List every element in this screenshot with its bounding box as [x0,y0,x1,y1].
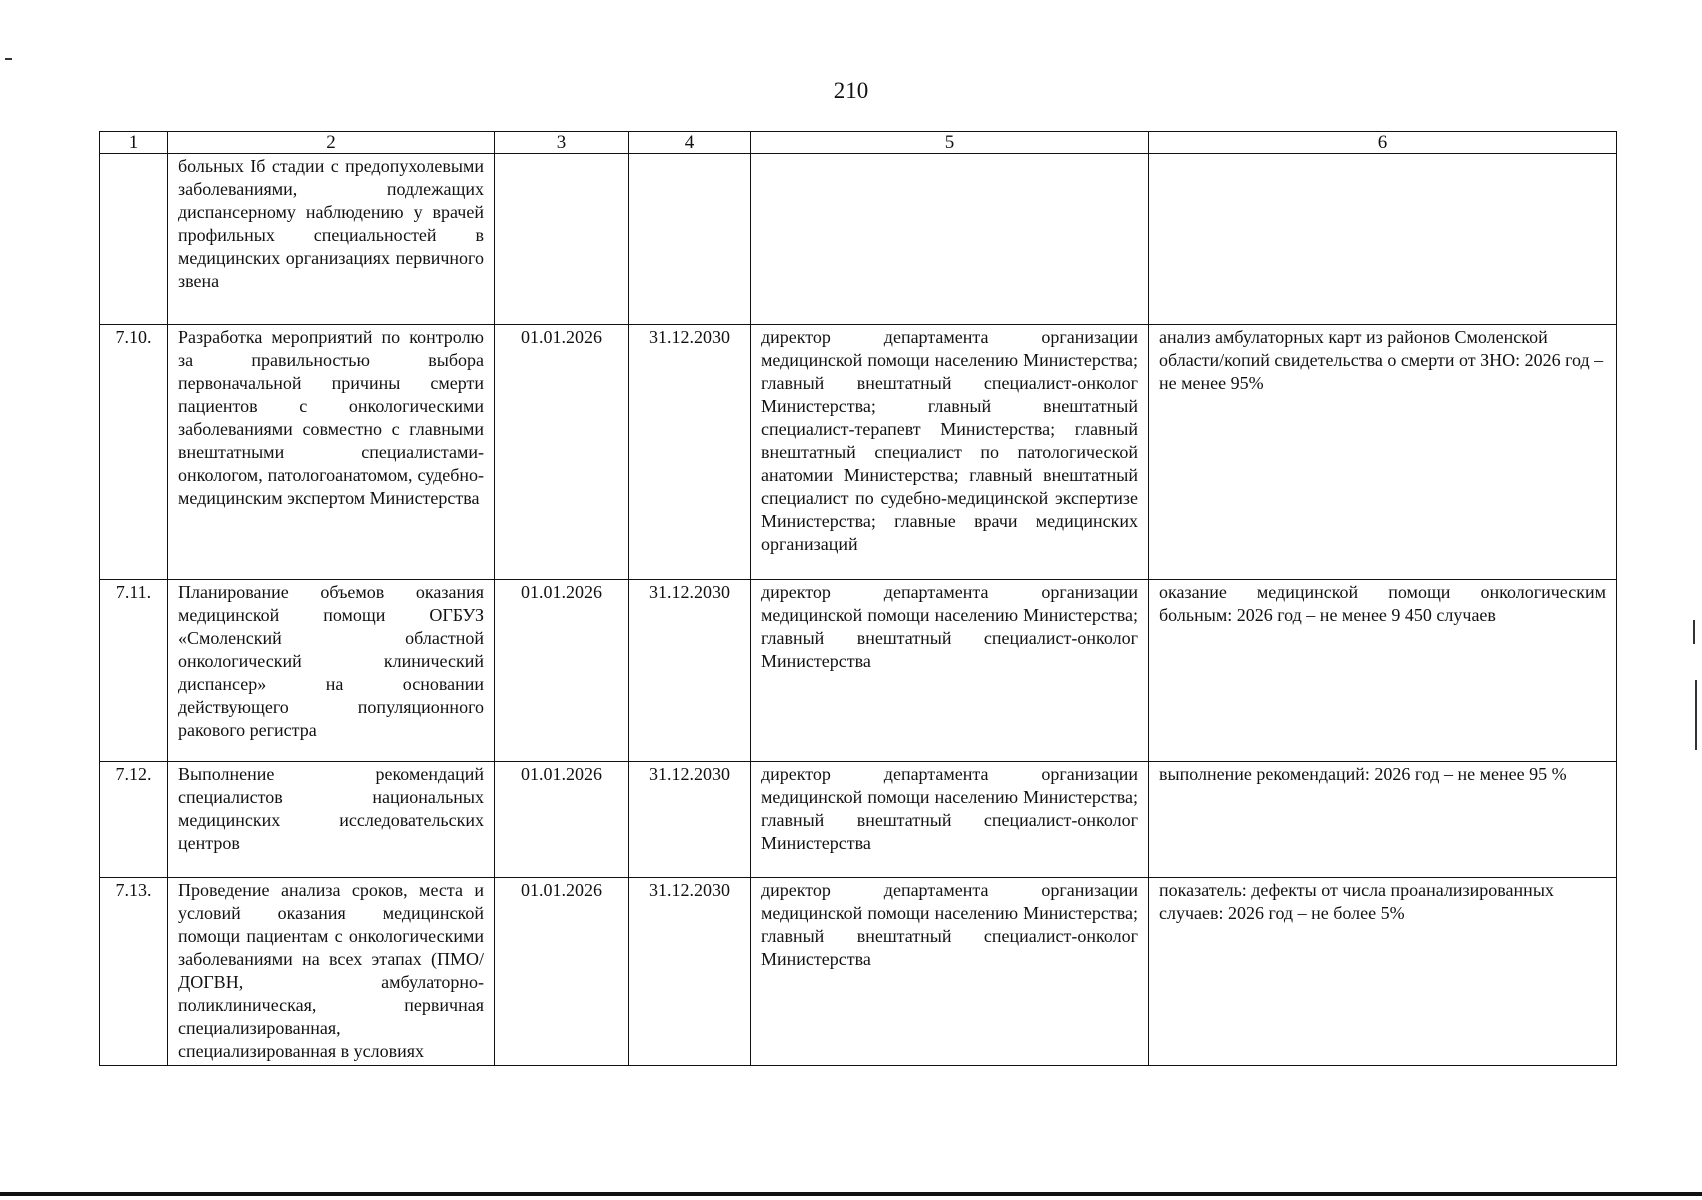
end-date-cell: 31.12.2030 [629,878,751,1066]
responsible-cell: директор департамента организации медицинской помощи населению Министерства; главный внештатный специалист-онколог Министерства [751,878,1149,1066]
column-header: 5 [751,132,1149,154]
end-date-cell [629,154,751,325]
activity-cell: Разработка мероприятий по контролю за правильностью выбора первоначальной причины смерти пациентов с онкологическими заболеваниями совместно с главными внештатными специалистами-онкологом, патологоанатомом, судебно-медицинским экспертом Министерства [168,325,495,580]
result-cell: анализ амбулаторных карт из районов Смоленской области/копий свидетельства о смерти от ЗНО: 2026 год – не менее 95% [1149,325,1617,580]
start-date-cell: 01.01.2026 [495,325,629,580]
activity-cell: Планирование объемов оказания медицинской помощи ОГБУЗ «Смоленский областной онкологический клинический диспансер» на основании действующего популяционного ракового регистра [168,580,495,762]
table-row [100,154,1617,325]
row-number: 7.10. [100,325,168,580]
responsible-cell [751,154,1149,325]
table-row [100,325,1617,580]
column-header: 3 [495,132,629,154]
start-date-cell: 01.01.2026 [495,762,629,878]
bottom-rule [0,1192,1702,1196]
scan-artifact [1693,620,1695,644]
scan-artifact [1695,680,1697,750]
activity-cell: Выполнение рекомендаций специалистов национальных медицинских исследовательских центров [168,762,495,878]
result-cell: показатель: дефекты от числа проанализированных случаев: 2026 год – не более 5% [1149,878,1617,1066]
column-header: 4 [629,132,751,154]
row-number: 7.12. [100,762,168,878]
activity-cell: больных Iб стадии с предопухолевыми заболеваниями, подлежащих диспансерному наблюдению у врачей профильных специальностей в медицинских организациях первичного звена [168,154,495,325]
end-date-cell: 31.12.2030 [629,762,751,878]
start-date-cell: 01.01.2026 [495,878,629,1066]
result-cell: выполнение рекомендаций: 2026 год – не менее 95 % [1149,762,1617,878]
result-cell: оказание медицинской помощи онкологическим больным: 2026 год – не менее 9 450 случаев [1149,580,1617,762]
row-number: 7.13. [100,878,168,1066]
row-number: 7.11. [100,580,168,762]
end-date-cell: 31.12.2030 [629,325,751,580]
table-row [100,878,1617,1066]
table-row [100,580,1617,762]
responsible-cell: директор департамента организации медицинской помощи населению Министерства; главный внештатный специалист-онколог Министерства [751,762,1149,878]
activities-table [99,131,1617,1066]
activity-cell: Проведение анализа сроков, места и условий оказания медицинской помощи пациентам с онкологическими заболеваниями на всех этапах (ПМО/ДОГВН, амбулаторно-поликлиническая, первичная специализированная, специализированная в условиях [168,878,495,1066]
column-header: 6 [1149,132,1617,154]
scan-artifact [5,58,12,60]
end-date-cell: 31.12.2030 [629,580,751,762]
responsible-cell: директор департамента организации медицинской помощи населению Министерства; главный внештатный специалист-онколог Министерства; главный внештатный специалист-терапевт Министерства; главный внештатный специалист по патологической анатомии Министерства; главный внештатный специалист по судебно-медицинской экспертизе Министерства; главные врачи медицинских организаций [751,325,1149,580]
result-cell [1149,154,1617,325]
page-number: 210 [833,78,869,103]
start-date-cell: 01.01.2026 [495,580,629,762]
row-number [100,154,168,325]
responsible-cell: директор департамента организации медицинской помощи населению Министерства; главный внештатный специалист-онколог Министерства [751,580,1149,762]
table-row [100,762,1617,878]
table-header-row [100,132,1617,154]
column-header: 2 [168,132,495,154]
column-header: 1 [100,132,168,154]
start-date-cell [495,154,629,325]
